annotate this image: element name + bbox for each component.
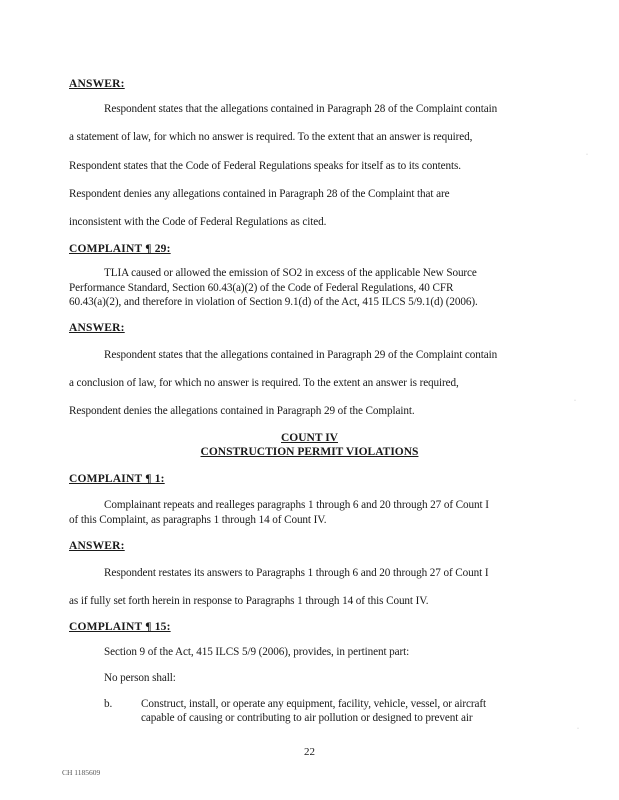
complaint-29-line-2: Performance Standard, Section 60.43(a)(2) of the Code of Federal Regulations, 40 CFR — [69, 282, 454, 294]
answer-1-line-1: Respondent restates its answers to Paragraphs 1 through 6 and 20 through 27 of Count I — [104, 567, 489, 579]
answer-heading: ANSWER: — [69, 322, 125, 334]
answer-heading: ANSWER: — [69, 78, 125, 90]
complaint-29-line-3: 60.43(a)(2), and therefore in violation of Section 9.1(d) of the Act, 415 ILCS 5/9.1(d) (2006). — [69, 296, 478, 308]
complaint-1-line-1: Complainant repeats and realleges paragraphs 1 through 6 and 20 through 27 of Count I — [104, 499, 489, 511]
scan-speck: · — [577, 726, 579, 732]
answer-28-line-1: Respondent states that the allegations contained in Paragraph 28 of the Complaint contain — [104, 103, 498, 115]
answer-heading: ANSWER: — [69, 540, 125, 552]
document-id: CH 1185609 — [62, 768, 101, 777]
complaint-29-line-1: TLIA caused or allowed the emission of SO2 in excess of the applicable New Source — [104, 267, 477, 279]
answer-28-line-2: a statement of law, for which no answer is required. To the extent that an answer is required, — [69, 131, 473, 143]
complaint-1-heading: COMPLAINT ¶ 1: — [69, 473, 165, 485]
count-subtitle: CONSTRUCTION PERMIT VIOLATIONS — [200, 446, 419, 458]
list-item-line-1: Construct, install, or operate any equipment, facility, vehicle, vessel, or aircraft — [141, 698, 487, 710]
complaint-15-line-2: No person shall: — [104, 672, 176, 684]
list-item-marker: b. — [104, 698, 113, 710]
list-item-line-2: capable of causing or contributing to air pollution or designed to prevent air — [141, 712, 473, 724]
answer-29-line-1: Respondent states that the allegations contained in Paragraph 29 of the Complaint contain — [104, 349, 498, 361]
answer-28-line-4: Respondent denies any allegations contained in Paragraph 28 of the Complaint that are — [69, 188, 450, 200]
complaint-15-heading: COMPLAINT ¶ 15: — [69, 621, 171, 633]
page-number: 22 — [304, 746, 315, 758]
scan-speck: · — [574, 398, 576, 404]
complaint-15-line-1: Section 9 of the Act, 415 ILCS 5/9 (2006), provides, in pertinent part: — [104, 646, 410, 658]
answer-1-line-2: as if fully set forth herein in response to Paragraphs 1 through 14 of this Count IV. — [69, 595, 429, 607]
answer-29-line-3: Respondent denies the allegations contained in Paragraph 29 of the Complaint. — [69, 405, 415, 417]
answer-29-line-2: a conclusion of law, for which no answer is required. To the extent an answer is required, — [69, 377, 459, 389]
complaint-29-heading: COMPLAINT ¶ 29: — [69, 243, 171, 255]
scan-speck: · — [586, 152, 588, 158]
answer-28-line-5: inconsistent with the Code of Federal Regulations as cited. — [69, 216, 327, 228]
count-title: COUNT IV — [281, 432, 338, 444]
answer-28-line-3: Respondent states that the Code of Federal Regulations speaks for itself as to its contents. — [69, 160, 461, 172]
complaint-1-line-2: of this Complaint, as paragraphs 1 through 14 of Count IV. — [69, 514, 327, 526]
